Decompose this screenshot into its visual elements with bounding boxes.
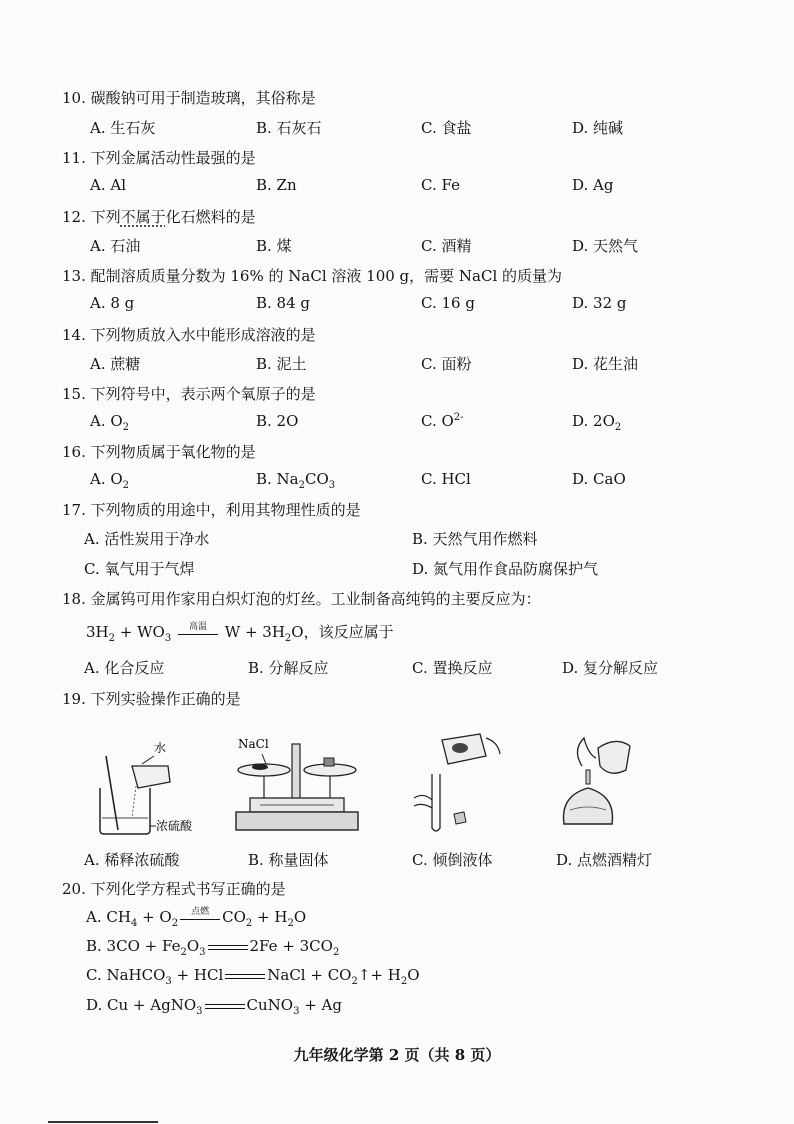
q12-option-b: B. 煤 — [256, 237, 292, 255]
q16-option-b-text: B. Na — [256, 470, 299, 488]
q20-option-b: B. $3CO + Fe_2O_3$ $2Fe + 3CO_2$ — [86, 937, 340, 958]
q17-option-b: B. 天然气用作燃料 — [412, 530, 538, 548]
q12-stem-pre: 12. 下列 — [62, 208, 121, 226]
q12-stem-emphasis: 不属于 — [120, 208, 166, 226]
q14-option-d: D. 花生油 — [572, 355, 639, 373]
label-acid: 浓硫酸 — [156, 819, 193, 833]
bottom-rule — [48, 1121, 158, 1123]
figure-balance — [230, 726, 360, 838]
q13-option-c: C. 16 g — [421, 294, 475, 312]
question-16: 16. 下列物质属于氧化物的是 — [62, 443, 256, 461]
question-14: 14. 下列物质放入水中能形成溶液的是 — [62, 326, 316, 344]
q19-option-d: D. 点燃酒精灯 — [556, 851, 653, 869]
q16-option-c: C. HCl — [421, 470, 471, 488]
q17-option-d: D. 氮气用作食品防腐保护气 — [412, 560, 599, 578]
q16-option-b: B. $Na_2CO_3$ — [256, 470, 336, 491]
q20-option-d: D. Cu + AgNO$_3$ CuNO$_3$ + Ag — [86, 996, 342, 1017]
q15-option-c: C. $O^{2-}$ — [421, 412, 464, 430]
question-17: 17. 下列物质的用途中，利用其物理性质的是 — [62, 501, 361, 519]
q18-eq-tail: O，该反应属于 — [291, 623, 394, 641]
q16-option-a-text: A. O — [90, 470, 123, 488]
q13-option-a: A. 8 g — [90, 294, 135, 312]
q10-option-c: C. 食盐 — [421, 119, 472, 137]
q18-eq-left: 3H — [86, 623, 109, 641]
q17-option-a: A. 活性炭用于净水 — [84, 530, 210, 548]
q10-option-d: D. 纯碱 — [572, 119, 624, 137]
q18-equation: $3H_2 + WO_3$ 高温 $W + 3H_2O$，该反应属于 — [86, 621, 394, 644]
q17-option-c: C. 氧气用于气焊 — [84, 560, 195, 578]
q20-option-a: A. $CH_4 + O_2$ 点燃 $CO_2 + H_2O$ — [86, 908, 306, 929]
q11-option-b: B. Zn — [256, 176, 297, 194]
q19-option-b: B. 称量固体 — [248, 851, 329, 869]
figure-alcohol-lamp — [546, 726, 656, 838]
q12-option-d: D. 天然气 — [572, 237, 639, 255]
q15-option-c-text: C. O — [421, 412, 454, 430]
q10-option-b: B. 石灰石 — [256, 119, 322, 137]
q12-stem-post: 化石燃料的是 — [165, 208, 256, 226]
q13-option-b: B. 84 g — [256, 294, 311, 312]
q12-option-c: C. 酒精 — [421, 237, 472, 255]
question-11: 11. 下列金属活动性最强的是 — [62, 149, 256, 167]
q18-option-d: D. 复分解反应 — [562, 659, 659, 677]
figure-pour-liquid — [402, 726, 512, 838]
question-13: 13. 配制溶质质量分数为 16% 的 NaCl 溶液 100 g，需要 NaCl 的质量为 — [62, 267, 563, 285]
q15-option-a: A. $O_2$ — [90, 412, 130, 433]
q11-option-c: C. Fe — [421, 176, 460, 194]
q18-reaction-condition — [176, 622, 220, 640]
q18-condition-label: 高温 — [188, 622, 207, 632]
q18-option-b: B. 分解反应 — [248, 659, 329, 677]
q13-option-d: D. 32 g — [572, 294, 627, 312]
q15-option-b: B. 2O — [256, 412, 299, 430]
q15-option-d: D. $2O_2$ — [572, 412, 622, 433]
q18-option-c: C. 置换反应 — [412, 659, 493, 677]
q11-option-d: D. Ag — [572, 176, 614, 194]
question-20: 20. 下列化学方程式书写正确的是 — [62, 880, 286, 898]
q20-reaction-condition — [178, 907, 222, 925]
q18-eq-right: W + 3H — [224, 623, 285, 641]
q14-option-a: A. 蔗糖 — [90, 355, 141, 373]
question-19: 19. 下列实验操作正确的是 — [62, 690, 241, 708]
label-nacl: NaCl — [238, 737, 269, 751]
figure-dilute-acid — [92, 726, 212, 838]
q14-option-b: B. 泥土 — [256, 355, 307, 373]
page-footer: 九年级化学第 2 页（共 8 页） — [293, 1046, 501, 1064]
q20-option-c: C. NaHCO$_3$ + HCl NaCl + $CO_2↑+ H_2O$ — [86, 966, 420, 987]
q15-option-d-text: D. 2O — [572, 412, 615, 430]
q16-option-a: A. $O_2$ — [90, 470, 130, 491]
q12-option-a: A. 石油 — [90, 237, 141, 255]
q10-option-a: A. 生石灰 — [90, 119, 156, 137]
question-18: 18. 金属钨可用作家用白炽灯泡的灯丝。工业制备高纯钨的主要反应为： — [62, 590, 541, 608]
q18-option-a: A. 化合反应 — [84, 659, 165, 677]
label-water: 水 — [154, 741, 167, 755]
q11-option-a: A. Al — [90, 176, 126, 194]
q19-option-a: A. 稀释浓硫酸 — [84, 851, 180, 869]
question-15: 15. 下列符号中，表示两个氧原子的是 — [62, 385, 316, 403]
q14-option-c: C. 面粉 — [421, 355, 472, 373]
question-10: 10. 碳酸钠可用于制造玻璃，其俗称是 — [62, 89, 316, 107]
question-12 — [62, 206, 256, 227]
q19-option-c: C. 倾倒液体 — [412, 851, 493, 869]
q15-option-a-text: A. O — [90, 412, 123, 430]
q16-option-d: D. CaO — [572, 470, 626, 488]
q20-condition-label: 点燃 — [191, 907, 210, 917]
